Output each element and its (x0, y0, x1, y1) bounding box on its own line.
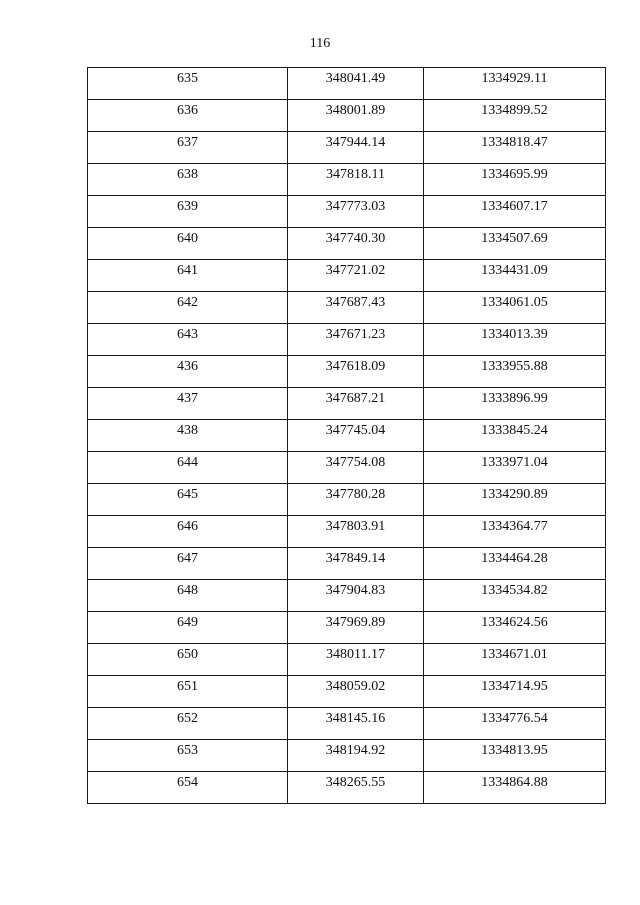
point-number-cell (88, 516, 288, 548)
cell-text: 347803.91 (325, 519, 386, 534)
cell-text: 347740.30 (325, 231, 386, 246)
point-number-cell (88, 196, 288, 228)
x-coordinate-cell (288, 388, 424, 420)
cell-text: 646 (177, 519, 198, 534)
cell-text: 347754.08 (325, 455, 386, 470)
cell-text: 649 (177, 615, 198, 630)
cell-text: 1334864.88 (481, 775, 548, 790)
table-row (88, 516, 606, 548)
point-number-cell (88, 740, 288, 772)
y-coordinate-cell (424, 292, 606, 324)
cell-text: 347671.23 (325, 327, 386, 342)
y-coordinate-cell (424, 772, 606, 804)
y-coordinate-cell (424, 196, 606, 228)
cell-text: 651 (177, 679, 198, 694)
cell-text: 347818.11 (326, 167, 385, 182)
cell-text: 653 (177, 743, 198, 758)
cell-text: 643 (177, 327, 198, 342)
cell-text: 1334290.89 (481, 487, 548, 502)
coordinates-table-body (88, 68, 606, 804)
table-row (88, 772, 606, 804)
x-coordinate-cell (288, 772, 424, 804)
x-coordinate-cell (288, 580, 424, 612)
x-coordinate-cell (288, 452, 424, 484)
y-coordinate-cell (424, 228, 606, 260)
point-number-cell (88, 388, 288, 420)
table-row (88, 452, 606, 484)
cell-text: 637 (177, 135, 198, 150)
cell-text: 436 (177, 359, 198, 374)
x-coordinate-cell (288, 740, 424, 772)
table-row (88, 420, 606, 452)
point-number-cell (88, 612, 288, 644)
cell-text: 1334899.52 (481, 103, 548, 118)
cell-text: 1334061.05 (481, 295, 548, 310)
y-coordinate-cell (424, 644, 606, 676)
cell-text: 642 (177, 295, 198, 310)
x-coordinate-cell (288, 516, 424, 548)
cell-text: 636 (177, 103, 198, 118)
cell-text: 438 (177, 423, 198, 438)
x-coordinate-cell (288, 292, 424, 324)
y-coordinate-cell (424, 580, 606, 612)
y-coordinate-cell (424, 516, 606, 548)
table-row (88, 676, 606, 708)
y-coordinate-cell (424, 100, 606, 132)
cell-text: 347969.89 (325, 615, 386, 630)
table-row (88, 292, 606, 324)
table-row (88, 164, 606, 196)
x-coordinate-cell (288, 132, 424, 164)
table-row (88, 580, 606, 612)
page-number: 116 (309, 36, 331, 51)
x-coordinate-cell (288, 484, 424, 516)
point-number-cell (88, 484, 288, 516)
point-number-cell (88, 708, 288, 740)
x-coordinate-cell (288, 356, 424, 388)
cell-text: 1334607.17 (481, 199, 548, 214)
y-coordinate-cell (424, 740, 606, 772)
cell-text: 1334013.39 (481, 327, 548, 342)
cell-text: 437 (177, 391, 198, 406)
cell-text: 348011.17 (326, 647, 385, 662)
cell-text: 347849.14 (325, 551, 386, 566)
cell-text: 635 (177, 71, 198, 86)
cell-text: 347721.02 (325, 263, 386, 278)
cell-text: 645 (177, 487, 198, 502)
table-row (88, 388, 606, 420)
cell-text: 650 (177, 647, 198, 662)
cell-text: 644 (177, 455, 198, 470)
point-number-cell (88, 260, 288, 292)
cell-text: 348145.16 (325, 711, 386, 726)
table-row (88, 196, 606, 228)
point-number-cell (88, 164, 288, 196)
y-coordinate-cell (424, 324, 606, 356)
cell-text: 1334507.69 (481, 231, 548, 246)
cell-text: 1333845.24 (481, 423, 548, 438)
coordinates-table (87, 67, 606, 804)
cell-text: 647 (177, 551, 198, 566)
point-number-cell (88, 772, 288, 804)
point-number-cell (88, 452, 288, 484)
cell-text: 652 (177, 711, 198, 726)
x-coordinate-cell (288, 676, 424, 708)
point-number-cell (88, 228, 288, 260)
cell-text: 348001.89 (325, 103, 386, 118)
cell-text: 648 (177, 583, 198, 598)
y-coordinate-cell (424, 356, 606, 388)
cell-text: 1334464.28 (481, 551, 548, 566)
cell-text: 1333971.04 (481, 455, 548, 470)
cell-text: 1333955.88 (481, 359, 548, 374)
y-coordinate-cell (424, 484, 606, 516)
cell-text: 347618.09 (325, 359, 386, 374)
table-row (88, 548, 606, 580)
cell-text: 348059.02 (325, 679, 386, 694)
point-number-cell (88, 580, 288, 612)
point-number-cell (88, 356, 288, 388)
cell-text: 347773.03 (325, 199, 386, 214)
table-row (88, 644, 606, 676)
cell-text: 1334671.01 (481, 647, 548, 662)
cell-text: 347687.21 (325, 391, 386, 406)
cell-text: 639 (177, 199, 198, 214)
point-number-cell (88, 644, 288, 676)
table-row (88, 100, 606, 132)
point-number-cell (88, 292, 288, 324)
table-row (88, 324, 606, 356)
x-coordinate-cell (288, 548, 424, 580)
table-row (88, 484, 606, 516)
cell-text: 1334431.09 (481, 263, 548, 278)
table-row (88, 740, 606, 772)
cell-text: 638 (177, 167, 198, 182)
point-number-cell (88, 100, 288, 132)
cell-text: 1334534.82 (481, 583, 548, 598)
cell-text: 654 (177, 775, 198, 790)
y-coordinate-cell (424, 164, 606, 196)
y-coordinate-cell (424, 548, 606, 580)
cell-text: 640 (177, 231, 198, 246)
y-coordinate-cell (424, 68, 606, 100)
y-coordinate-cell (424, 132, 606, 164)
point-number-cell (88, 68, 288, 100)
cell-text: 1334714.95 (481, 679, 548, 694)
table-row (88, 68, 606, 100)
y-coordinate-cell (424, 260, 606, 292)
point-number-cell (88, 548, 288, 580)
x-coordinate-cell (288, 196, 424, 228)
cell-text: 348041.49 (325, 71, 386, 86)
x-coordinate-cell (288, 260, 424, 292)
cell-text: 1334624.56 (481, 615, 548, 630)
cell-text: 1334695.99 (481, 167, 548, 182)
cell-text: 347745.04 (325, 423, 386, 438)
cell-text: 1333896.99 (481, 391, 548, 406)
cell-text: 348265.55 (325, 775, 386, 790)
x-coordinate-cell (288, 644, 424, 676)
cell-text: 347904.83 (325, 583, 386, 598)
table-row (88, 132, 606, 164)
point-number-cell (88, 420, 288, 452)
cell-text: 348194.92 (325, 743, 386, 758)
y-coordinate-cell (424, 612, 606, 644)
x-coordinate-cell (288, 420, 424, 452)
point-number-cell (88, 132, 288, 164)
y-coordinate-cell (424, 676, 606, 708)
cell-text: 1334929.11 (481, 71, 548, 86)
x-coordinate-cell (288, 68, 424, 100)
cell-text: 347944.14 (325, 135, 386, 150)
table-row (88, 260, 606, 292)
y-coordinate-cell (424, 452, 606, 484)
x-coordinate-cell (288, 612, 424, 644)
x-coordinate-cell (288, 708, 424, 740)
point-number-cell (88, 676, 288, 708)
table-row (88, 228, 606, 260)
cell-text: 347780.28 (325, 487, 386, 502)
point-number-cell (88, 324, 288, 356)
x-coordinate-cell (288, 164, 424, 196)
y-coordinate-cell (424, 708, 606, 740)
y-coordinate-cell (424, 420, 606, 452)
table-row (88, 612, 606, 644)
table-row (88, 708, 606, 740)
y-coordinate-cell (424, 388, 606, 420)
cell-text: 641 (177, 263, 198, 278)
table-row (88, 356, 606, 388)
x-coordinate-cell (288, 324, 424, 356)
cell-text: 1334818.47 (481, 135, 548, 150)
cell-text: 1334776.54 (481, 711, 548, 726)
cell-text: 347687.43 (325, 295, 386, 310)
x-coordinate-cell (288, 228, 424, 260)
cell-text: 1334813.95 (481, 743, 548, 758)
x-coordinate-cell (288, 100, 424, 132)
cell-text: 1334364.77 (481, 519, 548, 534)
